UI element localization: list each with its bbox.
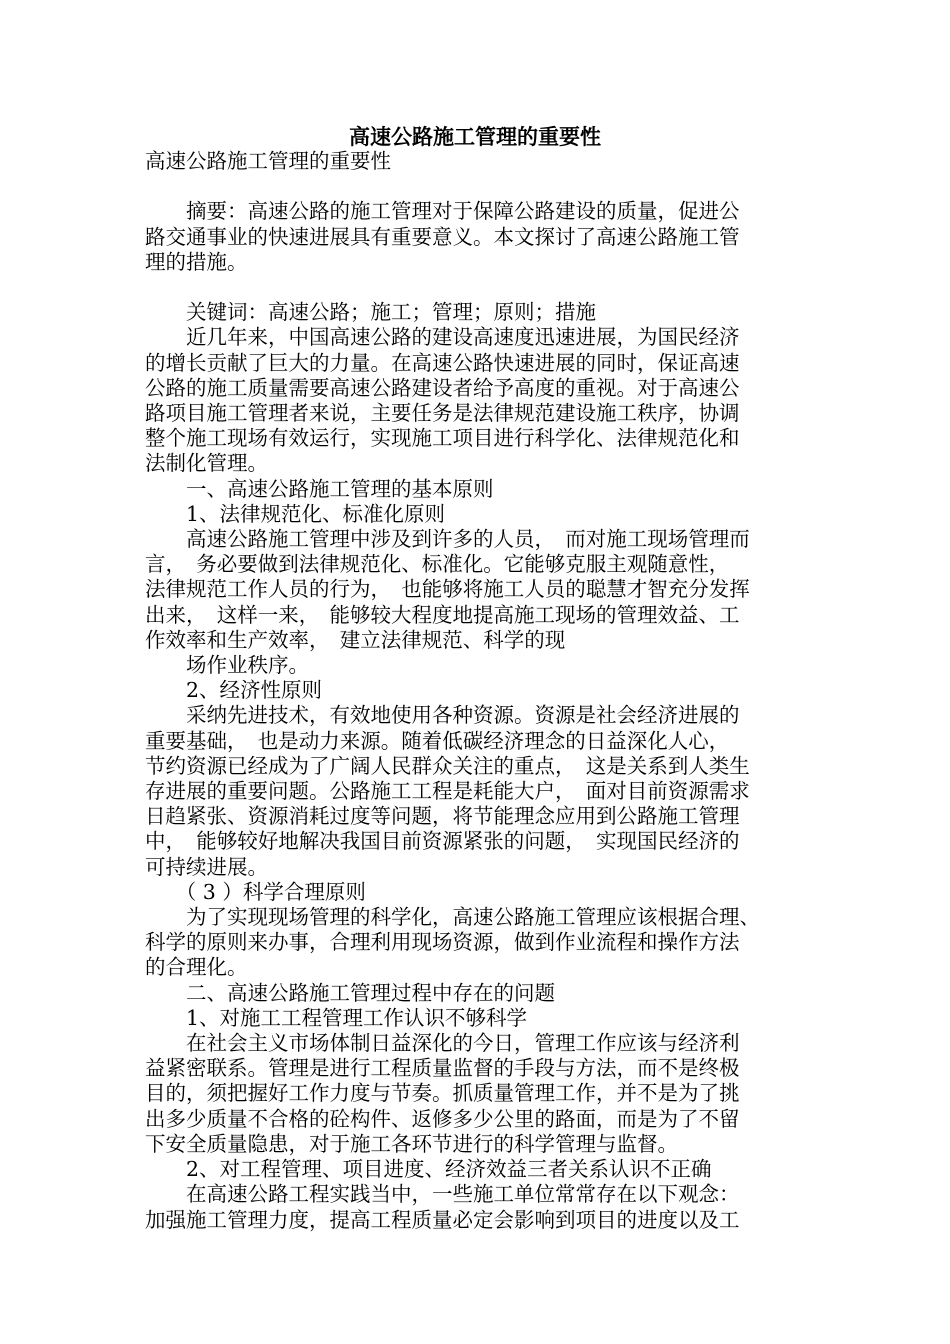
- text-line: 关键词：高速公路；施工；管理；原则；措施: [145, 300, 596, 325]
- text-line: 的合理化。: [145, 955, 248, 980]
- text-line: 益紧密联系。管理是进行工程质量监督的手段与方法，而不是终极: [145, 1056, 740, 1081]
- text-line: 公路的施工质量需要高速公路建设者给予高度的重视。对于高速公: [145, 375, 740, 400]
- text-line: 一、高速公路施工管理的基本原则: [145, 476, 494, 501]
- text-line: 加强施工管理力度，提高工程质量必定会影响到项目的进度以及工: [145, 1207, 740, 1232]
- text-line: 法制化管理。: [145, 451, 268, 476]
- document-body: [145, 149, 809, 1233]
- text-line: 作效率和生产效率， 建立法律规范、科学的现: [145, 627, 566, 652]
- text-line: 的增长贡献了巨大的力量。在高速公路快速进展的同时，保证高速: [145, 350, 740, 375]
- text-line: 节约资源已经成为了广阔人民群众关注的重点， 这是关系到人类生: [145, 753, 750, 778]
- text-line: 理的措施。: [145, 249, 248, 274]
- text-line: 摘要：高速公路的施工管理对于保障公路建设的质量，促进公: [145, 199, 740, 224]
- text-line: 为了实现现场管理的科学化，高速公路施工管理应该根据合理、: [145, 905, 760, 930]
- text-line: 在高速公路工程实践当中，一些施工单位常常存在以下观念：: [145, 1182, 740, 1207]
- text-line: 中， 能够较好地解决我国目前资源紧张的问题， 实现国民经济的: [145, 829, 740, 854]
- text-line: 场作业秩序。: [145, 653, 309, 678]
- text-line: 采纳先进技术，有效地使用各种资源。资源是社会经济进展的: [145, 703, 740, 728]
- text-line: 二、高速公路施工管理过程中存在的问题: [145, 980, 555, 1005]
- text-line: 目的，须把握好工作力度与节奏。抓质量管理工作，并不是为了挑: [145, 1081, 740, 1106]
- text-line: 2、对工程管理、项目进度、经济效益三者关系认识不正确: [145, 1157, 712, 1182]
- text-line: （ 3 ）科学合理原则: [145, 879, 366, 904]
- text-line: 法律规范工作人员的行为， 也能够将施工人员的聪慧才智充分发挥: [145, 577, 750, 602]
- text-line: 出来， 这样一来， 能够较大程度地提高施工现场的管理效益、工: [145, 602, 740, 627]
- text-line: 整个施工现场有效运行，实现施工项目进行科学化、法律规范化和: [145, 426, 740, 451]
- document-title: 高速公路施工管理的重要性: [349, 124, 601, 149]
- text-line: 重要基础， 也是动力来源。随着低碳经济理念的日益深化人心，: [145, 728, 730, 753]
- blank-line: [145, 275, 809, 300]
- text-line: 出多少质量不合格的砼构件、返修多少公里的路面，而是为了不留: [145, 1106, 740, 1131]
- text-line: 路项目施工管理者来说，主要任务是法律规范建设施工秩序，协调: [145, 401, 740, 425]
- text-line: 言， 务必要做到法律规范化、标准化。它能够克服主观随意性，: [145, 552, 730, 577]
- text-line: 日趋紧张、资源消耗过度等问题，将节能理念应用到公路施工管理: [145, 804, 740, 829]
- text-line: 1、法律规范化、标准化原则: [145, 501, 446, 526]
- text-line: 高速公路施工管理的重要性: [145, 149, 391, 173]
- text-line: 高速公路施工管理中涉及到许多的人员， 而对施工现场管理而: [145, 527, 750, 552]
- blank-line: [145, 174, 809, 199]
- text-line: 下安全质量隐患，对于施工各环节进行的科学管理与监督。: [145, 1131, 678, 1156]
- text-line: 在社会主义市场体制日益深化的今日，管理工作应该与经济利: [145, 1031, 740, 1056]
- text-line: 路交通事业的快速进展具有重要意义。本文探讨了高速公路施工管: [145, 224, 740, 249]
- text-line: 存进展的重要问题。公路施工工程是耗能大户， 面对目前资源需求: [145, 779, 750, 804]
- text-line: 可持续进展。: [145, 854, 268, 879]
- text-line: 近几年来，中国高速公路的建设高速度迅速进展，为国民经济: [145, 325, 740, 350]
- text-line: 1、对施工工程管理工作认识不够科学: [145, 1005, 528, 1030]
- text-line: 科学的原则来办事，合理利用现场资源，做到作业流程和操作方法: [145, 930, 740, 955]
- text-line: 2、经济性原则: [145, 678, 323, 703]
